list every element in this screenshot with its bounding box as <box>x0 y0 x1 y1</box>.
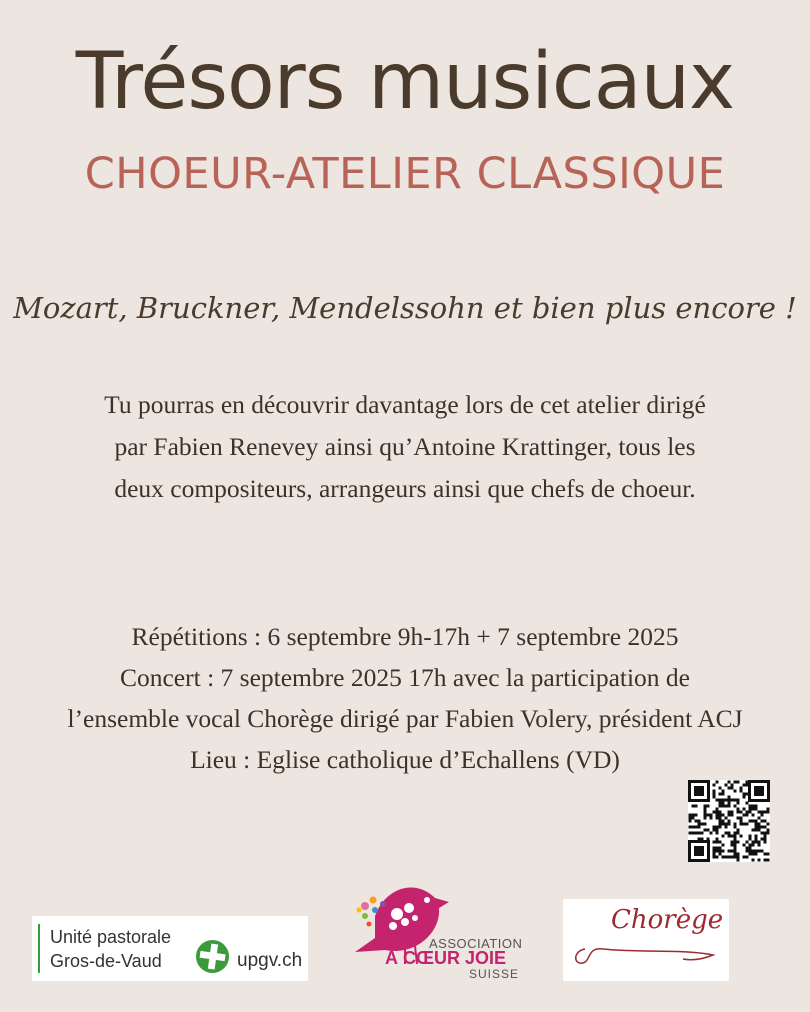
swirl-icon <box>563 899 729 981</box>
concert-info: Concert : 7 septembre 2025 17h avec la participation de <box>119 663 690 692</box>
location-info: Lieu : Eglise catholique d’Echallens (VD) <box>190 745 620 774</box>
upgv-name-line2: Gros-de-Vaud <box>50 951 162 971</box>
ensemble-info: l’ensemble vocal Chorège dirigé par Fabien Volery, président ACJ <box>67 704 743 733</box>
chorege-name: Chorège <box>611 905 724 935</box>
rehearsal-info: Répétitions : 6 septembre 9h-17h + 7 septembre 2025 <box>131 622 679 651</box>
page-title: Trésors musicaux <box>75 37 735 127</box>
acj-logo <box>345 878 523 988</box>
acj-line1: ASSOCIATION <box>429 936 523 951</box>
description-line: deux compositeurs, arrangeurs ainsi que chefs de choeur. <box>114 474 696 503</box>
upgv-name-line1: Unité pastorale <box>50 927 172 947</box>
chorege-logo <box>563 899 729 981</box>
tagline: Mozart, Bruckner, Mendelssohn et bien plus encore ! <box>13 291 797 325</box>
upgv-website: upgv.ch <box>237 950 303 971</box>
acj-line2: À CŒUR JOIE <box>385 948 507 968</box>
acj-line3: SUISSE <box>469 967 520 981</box>
description-line: Tu pourras en découvrir davantage lors de cet atelier dirigé <box>104 390 706 419</box>
green-cross-icon <box>195 939 230 974</box>
description-line: par Fabien Renevey ainsi qu’Antoine Krattinger, tous les <box>114 432 696 461</box>
qr-code-icon[interactable] <box>688 780 770 862</box>
page-subtitle: CHOEUR-ATELIER CLASSIQUE <box>84 149 726 199</box>
logo-divider <box>38 924 40 973</box>
upgv-logo <box>32 916 308 981</box>
